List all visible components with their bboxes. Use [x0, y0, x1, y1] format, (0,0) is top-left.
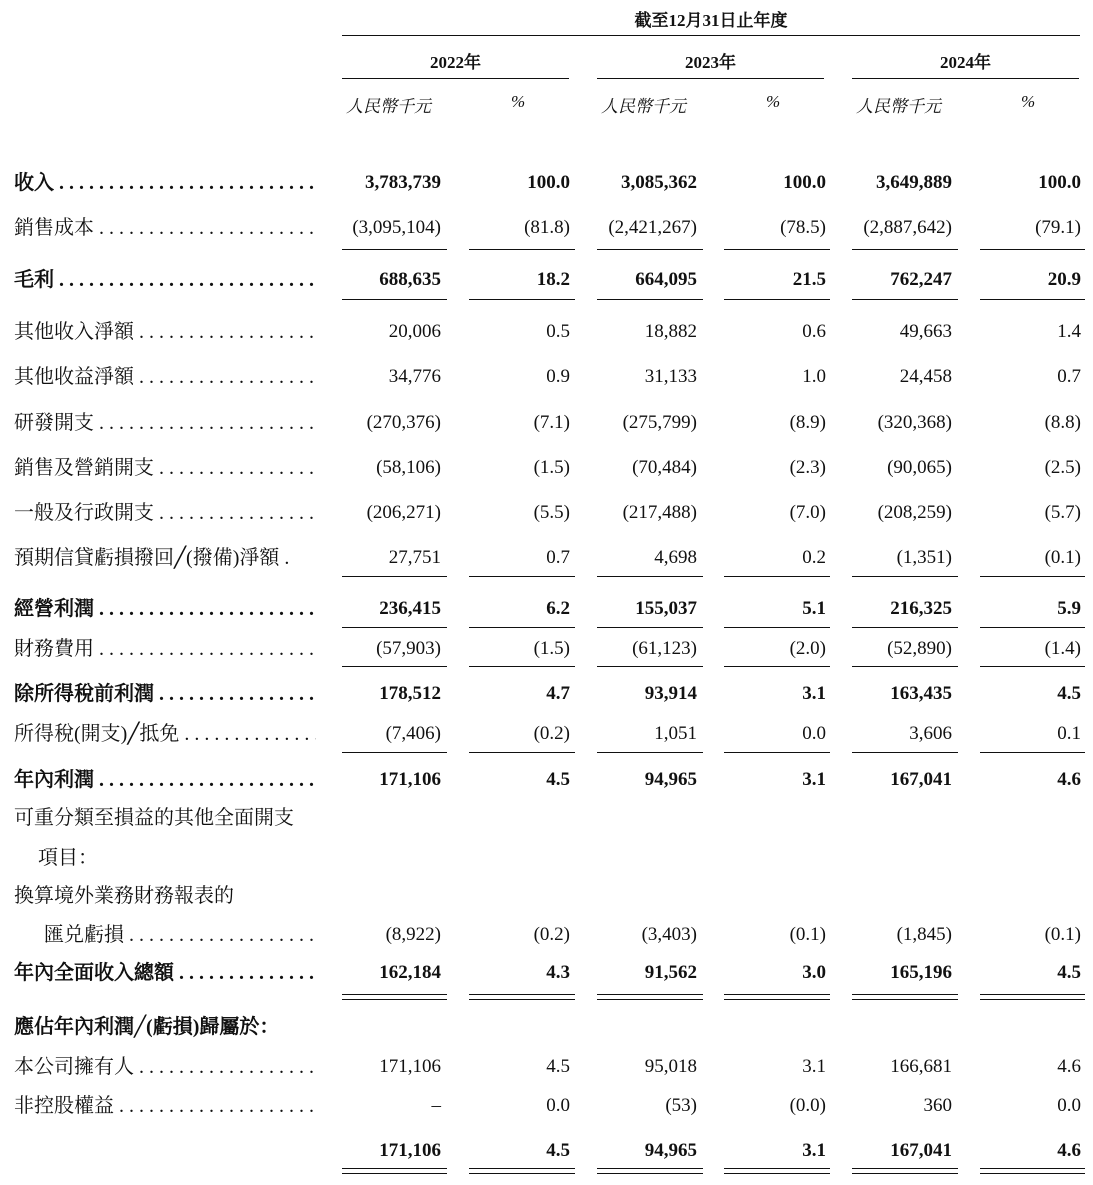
- amount-cell: 27,751: [388, 547, 441, 568]
- percent-cell: 0.1: [1057, 723, 1081, 744]
- row-label-wrap: [0, 920, 316, 950]
- row-label: 匯兑虧損 . . .: [44, 920, 316, 950]
- percent-cell: 3.1: [802, 1140, 826, 1161]
- subtotal-rule: [852, 752, 958, 753]
- row-label: 年內全面收入總額 . . .: [14, 958, 316, 988]
- percent-cell: 0.7: [546, 547, 570, 568]
- percent-cell: (7.0): [789, 502, 826, 523]
- subtotal-rule: [852, 249, 958, 250]
- row-label-wrap: [0, 543, 316, 573]
- amount-cell: (70,484): [632, 457, 697, 478]
- row-label: 所得稅(開支)╱抵免 . . .: [14, 719, 316, 749]
- total-double-rule: [852, 1168, 958, 1174]
- percent-cell: 4.7: [546, 683, 570, 704]
- row-label-wrap: [0, 843, 316, 873]
- period-underline: [342, 35, 1080, 36]
- subtotal-rule: [852, 627, 958, 628]
- statement-row: [0, 168, 1093, 198]
- unit-label: 人民幣千元: [346, 97, 431, 116]
- percent-cell: 20.9: [1047, 269, 1081, 290]
- statement-row: [0, 803, 1093, 833]
- total-double-rule: [469, 994, 575, 1000]
- statement-row: [0, 1052, 1093, 1082]
- percent-cell: 21.5: [792, 269, 826, 290]
- percent-cell: (7.1): [533, 412, 570, 433]
- amount-cell: 165,196: [890, 962, 952, 983]
- amount-cell: (1,351): [896, 547, 952, 568]
- amount-cell: 31,133: [644, 366, 697, 387]
- statement-row: [0, 765, 1093, 795]
- percent-cell: (79.1): [1035, 217, 1081, 238]
- total-double-rule: [342, 1168, 447, 1174]
- amount-cell: 20,006: [388, 321, 441, 342]
- amount-cell: 167,041: [890, 1140, 952, 1161]
- amount-cell: 178,512: [379, 683, 441, 704]
- row-label: 收入 . . .: [14, 168, 316, 198]
- percent-cell: 4.5: [546, 769, 570, 790]
- subtotal-rule: [597, 299, 703, 300]
- subtotal-rule: [597, 627, 703, 628]
- amount-cell: 664,095: [635, 269, 697, 290]
- amount-cell: (206,271): [366, 502, 441, 523]
- percent-cell: 4.3: [546, 962, 570, 983]
- subtotal-rule: [342, 666, 447, 667]
- amount-cell: 91,562: [644, 962, 697, 983]
- total-double-rule: [469, 1168, 575, 1174]
- year-header: 2024年: [940, 53, 991, 72]
- percent-label: %: [766, 92, 781, 111]
- percent-cell: (78.5): [780, 217, 826, 238]
- amount-cell: 162,184: [379, 962, 441, 983]
- percent-cell: 4.6: [1057, 1056, 1081, 1077]
- row-label-wrap: [0, 453, 316, 483]
- percent-cell: (5.5): [533, 502, 570, 523]
- amount-cell: (2,887,642): [863, 217, 952, 238]
- percent-cell: 4.5: [546, 1056, 570, 1077]
- percent-cell: 100.0: [1038, 172, 1081, 193]
- percent-cell: 0.6: [802, 321, 826, 342]
- percent-cell: 5.9: [1057, 598, 1081, 619]
- unit-label: 人民幣千元: [856, 97, 941, 116]
- row-label: 應佔年內利潤╱(虧損)歸屬於：: [14, 1016, 280, 1038]
- percent-cell: 4.5: [1057, 683, 1081, 704]
- row-label-wrap: [0, 881, 316, 911]
- amount-cell: 360: [923, 1095, 952, 1116]
- percent-cell: 0.0: [546, 1095, 570, 1116]
- percent-cell: 0.2: [802, 547, 826, 568]
- percent-cell: (81.8): [524, 217, 570, 238]
- statement-row: [0, 408, 1093, 438]
- row-label-wrap: [0, 265, 316, 295]
- statement-row: [0, 498, 1093, 528]
- percent-cell: 0.9: [546, 366, 570, 387]
- percent-cell: (0.0): [789, 1095, 826, 1116]
- row-label: 研發開支 . . .: [14, 408, 316, 438]
- amount-cell: 18,882: [644, 321, 697, 342]
- amount-cell: 216,325: [890, 598, 952, 619]
- year-underline: [342, 78, 569, 79]
- subtotal-rule: [597, 666, 703, 667]
- period-header: 截至12月31日止年度: [634, 11, 788, 30]
- percent-cell: (0.1): [789, 924, 826, 945]
- amount-cell: 95,018: [644, 1056, 697, 1077]
- subtotal-rule: [980, 299, 1085, 300]
- subtotal-rule: [469, 299, 575, 300]
- row-label: 換算境外業務財務報表的: [14, 885, 234, 907]
- amount-cell: 171,106: [379, 1056, 441, 1077]
- year-underline: [852, 78, 1079, 79]
- row-label-wrap: [0, 1091, 316, 1121]
- percent-cell: (0.2): [533, 924, 570, 945]
- statement-row: [0, 1091, 1093, 1121]
- amount-cell: 3,085,362: [621, 172, 697, 193]
- subtotal-rule: [724, 627, 830, 628]
- amount-cell: 24,458: [899, 366, 952, 387]
- amount-cell: 167,041: [890, 769, 952, 790]
- subtotal-rule: [852, 666, 958, 667]
- subtotal-rule: [342, 576, 447, 577]
- percent-cell: 0.5: [546, 321, 570, 342]
- amount-cell: 34,776: [388, 366, 441, 387]
- total-double-rule: [724, 994, 830, 1000]
- subtotal-rule: [597, 249, 703, 250]
- amount-cell: (3,095,104): [352, 217, 441, 238]
- amount-cell: (7,406): [385, 723, 441, 744]
- amount-cell: 4,698: [654, 547, 697, 568]
- subtotal-rule: [469, 249, 575, 250]
- amount-cell: (275,799): [622, 412, 697, 433]
- percent-cell: 3.1: [802, 1056, 826, 1077]
- amount-cell: 93,914: [644, 683, 697, 704]
- percent-cell: (0.1): [1044, 547, 1081, 568]
- row-label: 年內利潤 . . .: [14, 765, 316, 795]
- row-label: 非控股權益 . . .: [14, 1091, 316, 1121]
- percent-cell: 3.1: [802, 769, 826, 790]
- row-label-wrap: [0, 803, 316, 833]
- subtotal-rule: [724, 752, 830, 753]
- statement-row: [0, 1012, 1093, 1042]
- amount-cell: 49,663: [899, 321, 952, 342]
- row-label: 一般及行政開支 . . .: [14, 498, 316, 528]
- statement-row: [0, 213, 1093, 243]
- row-label-wrap: [0, 634, 316, 664]
- subtotal-rule: [469, 576, 575, 577]
- subtotal-rule: [342, 627, 447, 628]
- amount-cell: (57,903): [376, 638, 441, 659]
- percent-cell: (2.3): [789, 457, 826, 478]
- amount-cell: 3,606: [909, 723, 952, 744]
- amount-cell: (53): [665, 1095, 697, 1116]
- percent-cell: (1.5): [533, 638, 570, 659]
- percent-cell: 100.0: [527, 172, 570, 193]
- percent-cell: 5.1: [802, 598, 826, 619]
- total-double-rule: [980, 1168, 1085, 1174]
- row-label-wrap: [0, 498, 316, 528]
- amount-cell: (2,421,267): [608, 217, 697, 238]
- row-label-wrap: [0, 719, 316, 749]
- total-double-rule: [597, 994, 703, 1000]
- statement-row: [0, 317, 1093, 347]
- row-label: 可重分類至損益的其他全面開支: [14, 807, 294, 829]
- percent-cell: (0.1): [1044, 924, 1081, 945]
- percent-cell: (8.9): [789, 412, 826, 433]
- subtotal-rule: [469, 752, 575, 753]
- percent-cell: (2.5): [1044, 457, 1081, 478]
- row-label: 銷售及營銷開支 . . .: [14, 453, 316, 483]
- subtotal-rule: [980, 666, 1085, 667]
- year-header: 2023年: [685, 53, 736, 72]
- unit-label: 人民幣千元: [601, 97, 686, 116]
- amount-cell: (208,259): [877, 502, 952, 523]
- percent-cell: (8.8): [1044, 412, 1081, 433]
- amount-cell: 94,965: [644, 1140, 697, 1161]
- statement-row: [0, 265, 1093, 295]
- row-label-wrap: [0, 168, 316, 198]
- subtotal-rule: [342, 299, 447, 300]
- row-label: 本公司擁有人 . . .: [14, 1052, 316, 1082]
- percent-cell: 4.6: [1057, 769, 1081, 790]
- percent-cell: (1.4): [1044, 638, 1081, 659]
- amount-cell: 236,415: [379, 598, 441, 619]
- amount-cell: (58,106): [376, 457, 441, 478]
- percent-cell: 0.7: [1057, 366, 1081, 387]
- subtotal-rule: [724, 666, 830, 667]
- statement-row: [0, 843, 1093, 873]
- percent-cell: (1.5): [533, 457, 570, 478]
- amount-cell: 171,106: [379, 769, 441, 790]
- percent-cell: 3.1: [802, 683, 826, 704]
- percent-cell: 0.0: [1057, 1095, 1081, 1116]
- subtotal-rule: [980, 752, 1085, 753]
- percent-cell: (0.2): [533, 723, 570, 744]
- percent-cell: (5.7): [1044, 502, 1081, 523]
- amount-cell: 171,106: [379, 1140, 441, 1161]
- amount-cell: 688,635: [379, 269, 441, 290]
- amount-cell: 1,051: [654, 723, 697, 744]
- statement-row: [0, 1136, 1093, 1166]
- amount-cell: (8,922): [385, 924, 441, 945]
- statement-row: [0, 634, 1093, 664]
- percent-cell: 1.4: [1057, 321, 1081, 342]
- row-label-wrap: [0, 679, 316, 709]
- year-underline: [597, 78, 824, 79]
- subtotal-rule: [469, 666, 575, 667]
- statement-row: [0, 594, 1093, 624]
- subtotal-rule: [980, 627, 1085, 628]
- amount-cell: (52,890): [887, 638, 952, 659]
- subtotal-rule: [852, 299, 958, 300]
- percent-cell: (2.0): [789, 638, 826, 659]
- total-double-rule: [852, 994, 958, 1000]
- row-label-wrap: [0, 408, 316, 438]
- amount-cell: (3,403): [641, 924, 697, 945]
- subtotal-rule: [852, 576, 958, 577]
- subtotal-rule: [597, 752, 703, 753]
- percent-cell: 6.2: [546, 598, 570, 619]
- percent-label: %: [511, 92, 526, 111]
- amount-cell: (320,368): [877, 412, 952, 433]
- percent-cell: 1.0: [802, 366, 826, 387]
- amount-cell: 3,783,739: [365, 172, 441, 193]
- percent-cell: 18.2: [536, 269, 570, 290]
- amount-cell: 762,247: [890, 269, 952, 290]
- statement-row: [0, 679, 1093, 709]
- percent-label: %: [1021, 92, 1036, 111]
- percent-cell: 4.6: [1057, 1140, 1081, 1161]
- statement-row: [0, 362, 1093, 392]
- row-label-wrap: [0, 594, 316, 624]
- amount-cell: 3,649,889: [876, 172, 952, 193]
- row-label: 其他收入淨額 . . .: [14, 317, 316, 347]
- amount-cell: 163,435: [890, 683, 952, 704]
- subtotal-rule: [980, 249, 1085, 250]
- amount-cell: (1,845): [896, 924, 952, 945]
- subtotal-rule: [980, 576, 1085, 577]
- amount-cell: (90,065): [887, 457, 952, 478]
- amount-cell: (217,488): [622, 502, 697, 523]
- row-label-wrap: [0, 958, 316, 988]
- row-label-wrap: [0, 765, 316, 795]
- percent-cell: 4.5: [546, 1140, 570, 1161]
- percent-cell: 4.5: [1057, 962, 1081, 983]
- total-double-rule: [342, 994, 447, 1000]
- amount-cell: 94,965: [644, 769, 697, 790]
- amount-cell: (270,376): [366, 412, 441, 433]
- subtotal-rule: [724, 249, 830, 250]
- total-double-rule: [980, 994, 1085, 1000]
- percent-cell: 3.0: [802, 962, 826, 983]
- row-label: 其他收益淨額 . . .: [14, 362, 316, 392]
- amount-cell: –: [431, 1095, 441, 1116]
- total-double-rule: [724, 1168, 830, 1174]
- row-label-wrap: [0, 362, 316, 392]
- statement-row: [0, 543, 1093, 573]
- row-label-wrap: [0, 317, 316, 347]
- subtotal-rule: [342, 249, 447, 250]
- statement-row: [0, 881, 1093, 911]
- subtotal-rule: [469, 627, 575, 628]
- subtotal-rule: [724, 299, 830, 300]
- statement-row: [0, 920, 1093, 950]
- subtotal-rule: [342, 752, 447, 753]
- amount-cell: 166,681: [890, 1056, 952, 1077]
- row-label: 銷售成本 . . .: [14, 213, 316, 243]
- statement-row: [0, 958, 1093, 988]
- statement-row: [0, 453, 1093, 483]
- amount-cell: 155,037: [635, 598, 697, 619]
- row-label: 毛利 . . .: [14, 265, 316, 295]
- row-label-wrap: [0, 1012, 316, 1042]
- row-label-wrap: [0, 1052, 316, 1082]
- row-label: 除所得稅前利潤 . . .: [14, 679, 316, 709]
- row-label-wrap: [0, 213, 316, 243]
- row-label: 預期信貸虧損撥回╱(撥備)淨額 .: [14, 547, 290, 569]
- subtotal-rule: [724, 576, 830, 577]
- amount-cell: (61,123): [632, 638, 697, 659]
- subtotal-rule: [597, 576, 703, 577]
- row-label: 財務費用 . . .: [14, 634, 316, 664]
- percent-cell: 0.0: [802, 723, 826, 744]
- row-label: 項目：: [38, 847, 98, 869]
- statement-row: [0, 719, 1093, 749]
- total-double-rule: [597, 1168, 703, 1174]
- percent-cell: 100.0: [783, 172, 826, 193]
- year-header: 2022年: [430, 53, 481, 72]
- row-label: 經營利潤 . . .: [14, 594, 316, 624]
